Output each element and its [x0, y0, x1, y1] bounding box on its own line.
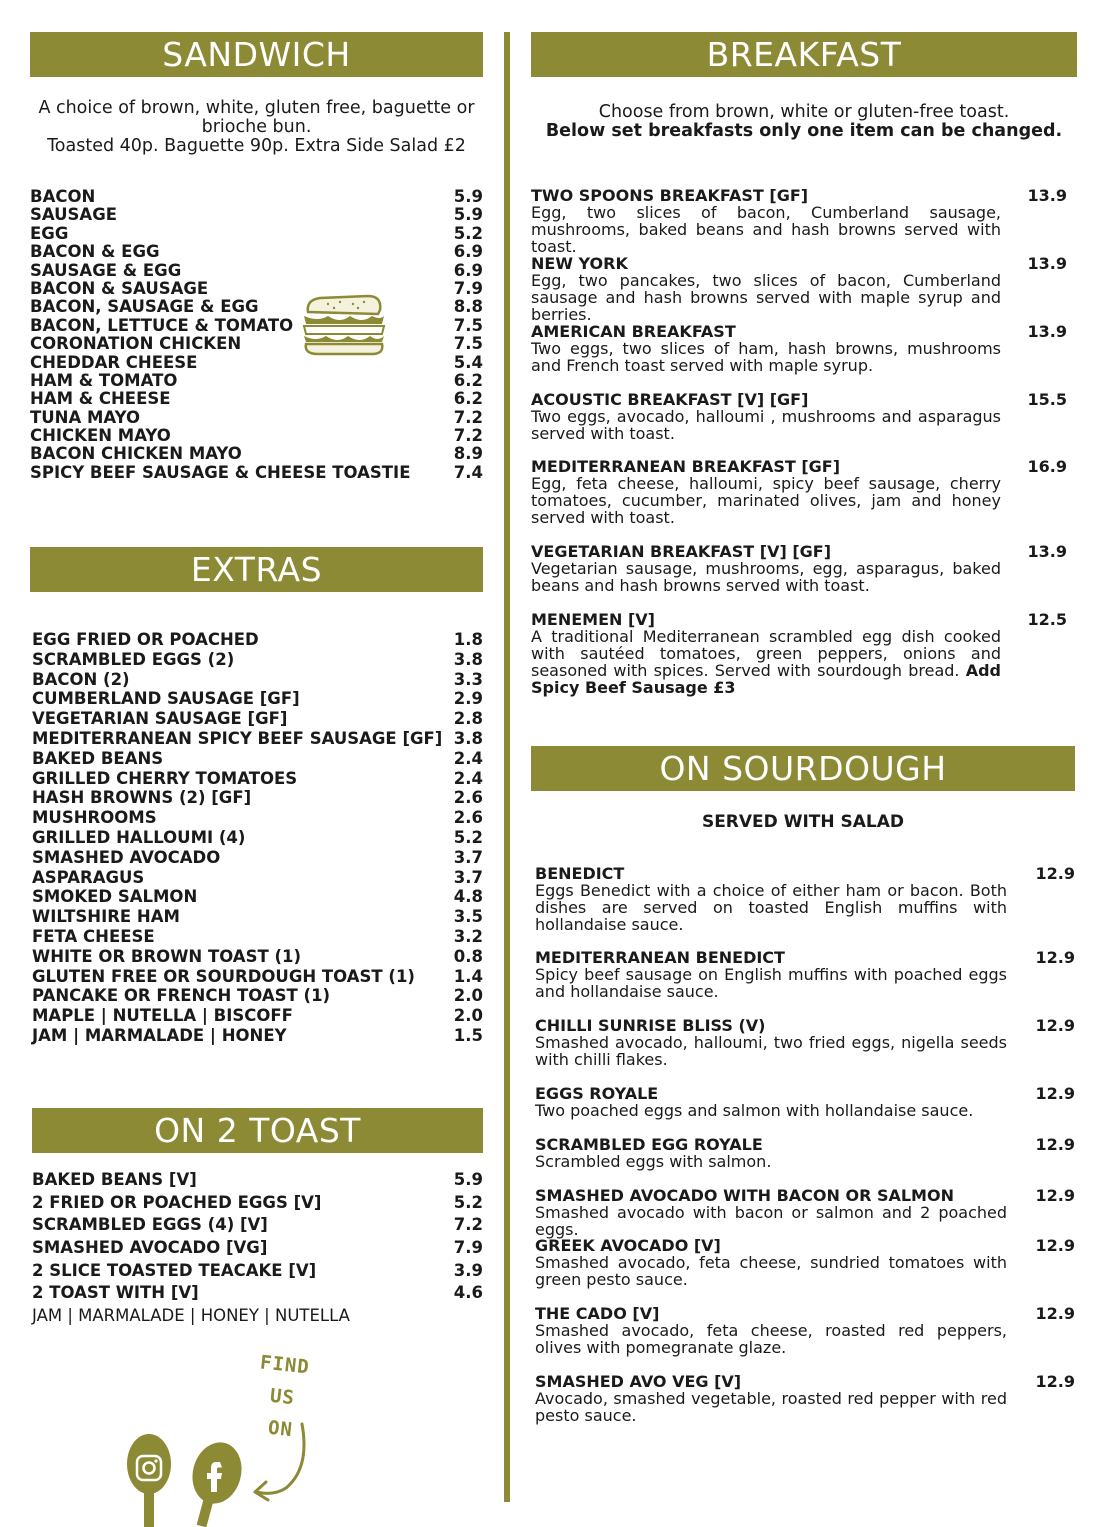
extras-item-name: SMOKED SALMON — [32, 887, 198, 907]
sandwich-item-price: 7.2 — [453, 407, 483, 427]
extras-item-row — [32, 1006, 483, 1026]
breakfast-banner — [531, 32, 1077, 77]
sourdough-item-description-text: Smashed avocado, halloumi, two fried eggs, nigella seeds with chilli flakes. — [535, 1033, 1007, 1069]
sourdough-item-description-text: Scrambled eggs with salmon. — [535, 1152, 772, 1171]
sandwich-item-name: CORONATION CHICKEN — [30, 334, 242, 354]
breakfast-intro-line: Choose from brown, white or gluten-free toast. — [598, 102, 1010, 122]
sourdough-item-name: MEDITERRANEAN BENEDICT — [535, 948, 785, 967]
breakfast-item-name: MEDITERRANEAN BREAKFAST [GF] — [531, 457, 841, 476]
sandwich-item-name: BACON CHICKEN MAYO — [30, 444, 242, 464]
breakfast-item-description-text: Vegetarian sausage, mushrooms, egg, asparagus, baked beans and hash browns served with toast. — [531, 559, 1001, 595]
sandwich-intro — [30, 99, 483, 156]
extras-item-name: GRILLED HALLOUMI (4) — [32, 827, 246, 847]
extras-item-row — [32, 689, 483, 709]
extras-item-row — [32, 967, 483, 987]
toast-item-name: 2 SLICE TOASTED TEACAKE [V] — [32, 1260, 317, 1280]
extras-item-row — [32, 887, 483, 907]
sourdough-item-description-text: Spicy beef sausage on English muffins with poached eggs and hollandaise sauce. — [535, 965, 1007, 1001]
extras-item-name: MEDITERRANEAN SPICY BEEF SAUSAGE [GF] — [32, 728, 443, 748]
toast-item-name: 2 FRIED OR POACHED EGGS [V] — [32, 1192, 322, 1212]
extras-item-row — [32, 630, 483, 650]
toast-item-name: SCRAMBLED EGGS (4) [V] — [32, 1215, 268, 1235]
sandwich-item-row — [30, 206, 483, 224]
extras-item-name: PANCAKE OR FRENCH TOAST (1) — [32, 986, 331, 1006]
sourdough-item — [535, 1237, 1075, 1288]
sourdough-item-description — [535, 1034, 1007, 1068]
sandwich-item-price: 5.2 — [453, 223, 483, 243]
extras-item-name: EGG FRIED OR POACHED — [32, 630, 259, 649]
extras-item-price: 2.4 — [453, 768, 483, 788]
sandwich-item-name: CHICKEN MAYO — [30, 426, 171, 446]
extras-item-row — [32, 650, 483, 670]
sandwich-item-row — [30, 335, 483, 353]
sandwich-item-name: BACON & EGG — [30, 242, 160, 262]
sandwich-item-name: BACON, SAUSAGE & EGG — [30, 297, 259, 317]
sandwich-item-row — [30, 354, 483, 372]
toast-item-name: 2 TOAST WITH [V] — [32, 1283, 199, 1303]
sourdough-item — [535, 865, 1075, 933]
sandwich-item-name: EGG — [30, 223, 69, 243]
sourdough-item-price: 12.9 — [1035, 1186, 1075, 1205]
sandwich-intro-line: A choice of brown, white, gluten free, baguette or — [38, 98, 475, 118]
extras-item-price: 0.8 — [453, 946, 483, 966]
sourdough-item-description — [535, 1322, 1007, 1356]
toast-item-name: BAKED BEANS [V] — [32, 1170, 197, 1189]
breakfast-item — [531, 391, 1067, 442]
sourdough-item-description — [535, 1153, 1007, 1170]
extras-item-row — [32, 848, 483, 868]
breakfast-item-name: NEW YORK — [531, 254, 628, 273]
sandwich-intro-line: brioche bun. — [201, 117, 312, 137]
sandwich-item-row — [30, 262, 483, 280]
sandwich-item-price: 6.9 — [453, 260, 483, 280]
breakfast-intro-bold: Below set breakfasts only one item can be changed. — [545, 121, 1063, 141]
breakfast-item-description — [531, 272, 1001, 323]
social-arrow — [246, 1418, 316, 1508]
sourdough-item-name: SMASHED AVOCADO WITH BACON OR SALMON — [535, 1186, 954, 1205]
sourdough-item — [535, 1136, 1075, 1170]
toast-item-row — [32, 1169, 483, 1192]
sourdough-item-description — [535, 1204, 1007, 1238]
toast-item-price: 3.9 — [453, 1260, 483, 1280]
breakfast-item-price: 12.5 — [1027, 610, 1067, 629]
extras-item-name: BACON (2) — [32, 669, 130, 689]
breakfast-item-description-text: Two eggs, avocado, halloumi , mushrooms and asparagus served with toast. — [531, 407, 1001, 443]
extras-item-row — [32, 709, 483, 729]
facebook-icon[interactable] — [190, 1440, 244, 1527]
breakfast-item-description-text: Egg, two pancakes, two slices of bacon, Cumberland sausage and hash browns served with maple syrup and berries. — [531, 271, 1001, 324]
toast-item-row — [32, 1214, 483, 1237]
extras-item-name: VEGETARIAN SAUSAGE [GF] — [32, 709, 288, 729]
extras-title: EXTRAS — [190, 550, 323, 589]
sandwich-item-price: 5.4 — [453, 352, 483, 372]
sourdough-item-description — [535, 1102, 1007, 1119]
breakfast-item — [531, 543, 1067, 594]
extras-list — [32, 630, 483, 1046]
sourdough-item-price: 12.9 — [1035, 1135, 1075, 1154]
extras-item-row — [32, 670, 483, 690]
sandwich-item-name: HAM & CHEESE — [30, 389, 171, 409]
sandwich-item-name: SPICY BEEF SAUSAGE & CHEESE TOASTIE — [30, 462, 411, 482]
extras-item-row — [32, 907, 483, 927]
extras-item-name: JAM | MARMALADE | HONEY — [32, 1025, 287, 1045]
sandwich-item-row — [30, 390, 483, 408]
sourdough-item-name: GREEK AVOCADO [V] — [535, 1236, 721, 1255]
on-toast-banner — [32, 1108, 483, 1153]
extras-item-name: HASH BROWNS (2) [GF] — [32, 788, 252, 808]
sandwich-item-row — [30, 464, 483, 482]
us-text: US — [268, 1384, 296, 1410]
sourdough-item-price: 12.9 — [1035, 948, 1075, 967]
extras-item-row — [32, 729, 483, 749]
sandwich-item-price: 6.2 — [453, 389, 483, 409]
sourdough-banner — [531, 746, 1075, 791]
extras-item-row — [32, 828, 483, 848]
sandwich-banner — [30, 32, 483, 77]
sandwich-intro-line: Toasted 40p. Baguette 90p. Extra Side Salad £2 — [47, 136, 466, 156]
extras-item-price: 2.0 — [453, 1006, 483, 1026]
sourdough-item-name: SMASHED AVO VEG [V] — [535, 1372, 742, 1391]
toast-item-row — [32, 1237, 483, 1260]
extras-item-name: WILTSHIRE HAM — [32, 907, 180, 927]
breakfast-item-name: AMERICAN BREAKFAST — [531, 322, 736, 341]
extras-item-row — [32, 769, 483, 789]
breakfast-item-description-text: Egg, feta cheese, halloumi, spicy beef sausage, cherry tomatoes, cucumber, marinated olives, jam and honey served with toast. — [531, 474, 1001, 527]
extras-item-row — [32, 986, 483, 1006]
extras-item-name: SMASHED AVOCADO — [32, 847, 221, 867]
breakfast-item-price: 16.9 — [1027, 457, 1067, 476]
find-text: FIND — [258, 1351, 311, 1379]
on-toast-footer: JAM | MARMALADE | HONEY | NUTELLA — [32, 1306, 350, 1325]
breakfast-item-description — [531, 475, 1001, 526]
toast-item-name: SMASHED AVOCADO [VG] — [32, 1238, 268, 1258]
extras-item-price: 2.4 — [453, 748, 483, 768]
sandwich-item-row — [30, 243, 483, 261]
sourdough-item-price: 12.9 — [1035, 1084, 1075, 1103]
sandwich-item-name: SAUSAGE — [30, 205, 118, 225]
sourdough-item — [535, 1305, 1075, 1356]
extras-item-price: 4.8 — [453, 887, 483, 907]
extras-item-row — [32, 927, 483, 947]
extras-item-price: 3.3 — [453, 669, 483, 689]
extras-item-name: MUSHROOMS — [32, 808, 157, 828]
extras-item-price: 1.4 — [453, 966, 483, 986]
extras-item-name: MAPLE | NUTELLA | BISCOFF — [32, 1006, 293, 1026]
toast-item-price: 4.6 — [453, 1283, 483, 1303]
sourdough-item-name: THE CADO [V] — [535, 1304, 660, 1323]
breakfast-item — [531, 255, 1067, 323]
sourdough-item — [535, 949, 1075, 1000]
extras-item-row — [32, 788, 483, 808]
breakfast-item-price: 15.5 — [1027, 390, 1067, 409]
sandwich-item-price: 5.9 — [453, 187, 483, 206]
breakfast-item-price: 13.9 — [1027, 254, 1067, 273]
extras-item-price: 5.2 — [453, 827, 483, 847]
sourdough-item-description-text: Eggs Benedict with a choice of either ham or bacon. Both dishes are served on toasted English muffins with hollandaise sauce. — [535, 881, 1007, 934]
extras-item-name: BAKED BEANS — [32, 748, 164, 768]
extras-item-price: 3.7 — [453, 847, 483, 867]
breakfast-item-price: 13.9 — [1027, 322, 1067, 341]
toast-item-price: 5.9 — [453, 1170, 483, 1189]
sourdough-item-price: 12.9 — [1035, 1236, 1075, 1255]
extras-item-name: WHITE OR BROWN TOAST (1) — [32, 946, 302, 966]
breakfast-item-name: ACOUSTIC BREAKFAST [V] [GF] — [531, 390, 809, 409]
toast-item-price: 7.9 — [453, 1238, 483, 1258]
extras-item-price: 2.6 — [453, 808, 483, 828]
breakfast-item — [531, 458, 1067, 526]
sourdough-item — [535, 1187, 1075, 1238]
breakfast-item-description-text: A traditional Mediterranean scrambled egg dish cooked with sautéed tomatoes, green peppers, onions and seasoned with spices. Served with sourdough bread. — [531, 627, 1001, 680]
sandwich-item-price: 6.2 — [453, 370, 483, 390]
sourdough-item-description-text: Avocado, smashed vegetable, roasted red pepper with red pesto sauce. — [535, 1389, 1007, 1425]
on-text: ON — [266, 1416, 294, 1442]
extras-item-name: GLUTEN FREE OR SOURDOUGH TOAST (1) — [32, 966, 415, 986]
sourdough-item-description-text: Smashed avocado, feta cheese, sundried tomatoes with green pesto sauce. — [535, 1253, 1007, 1289]
extras-item-price: 1.5 — [453, 1025, 483, 1045]
breakfast-item-description — [531, 560, 1001, 594]
extras-item-name: GRILLED CHERRY TOMATOES — [32, 768, 298, 788]
sourdough-item-description — [535, 882, 1007, 933]
extras-item-row — [32, 868, 483, 888]
sourdough-item-price: 12.9 — [1035, 1016, 1075, 1035]
sourdough-item-price: 12.9 — [1035, 1304, 1075, 1323]
breakfast-item-description-text: Two eggs, two slices of ham, hash browns, mushrooms and French toast served with maple syrup. — [531, 339, 1001, 375]
sandwich-item-name: CHEDDAR CHEESE — [30, 352, 198, 372]
sandwich-item-row — [30, 427, 483, 445]
sandwich-list — [30, 188, 483, 482]
sandwich-item-row — [30, 409, 483, 427]
sourdough-item-description-text: Smashed avocado, feta cheese, roasted red peppers, olives with pomegranate glaze. — [535, 1321, 1007, 1357]
extras-item-price: 3.8 — [453, 649, 483, 669]
sandwich-item-price: 8.8 — [453, 297, 483, 317]
breakfast-title: BREAKFAST — [706, 35, 902, 74]
extras-item-row — [32, 1026, 483, 1046]
toast-item-row — [32, 1260, 483, 1283]
extras-item-row — [32, 808, 483, 828]
extras-item-price: 2.0 — [453, 986, 483, 1006]
sandwich-item-price: 5.9 — [453, 205, 483, 225]
breakfast-item — [531, 323, 1067, 374]
extras-item-name: FETA CHEESE — [32, 926, 155, 946]
sourdough-item — [535, 1085, 1075, 1119]
sandwich-icon — [298, 292, 388, 358]
extras-item-price: 2.6 — [453, 788, 483, 808]
extras-item-row — [32, 947, 483, 967]
sourdough-item-name: BENEDICT — [535, 864, 625, 883]
sandwich-item-price: 7.5 — [453, 315, 483, 335]
sandwich-item-price: 7.2 — [453, 426, 483, 446]
on-toast-list — [32, 1169, 483, 1305]
sourdough-title: ON SOURDOUGH — [659, 749, 947, 788]
sandwich-item-name: BACON — [30, 187, 96, 206]
sandwich-item-name: HAM & TOMATO — [30, 370, 178, 390]
breakfast-item-description-bold: Add Spicy Beef Sausage £3 — [531, 661, 1001, 697]
breakfast-item-name: MENEMEN [V] — [531, 610, 655, 629]
extras-banner — [30, 547, 483, 592]
extras-item-price: 3.7 — [453, 867, 483, 887]
sourdough-item-description-text: Two poached eggs and salmon with hollandaise sauce. — [535, 1101, 974, 1120]
toast-item-price: 7.2 — [453, 1215, 483, 1235]
extras-item-row — [32, 749, 483, 769]
breakfast-item — [531, 611, 1067, 696]
extras-item-price: 3.2 — [453, 926, 483, 946]
sandwich-title: SANDWICH — [162, 35, 351, 74]
extras-item-price: 3.8 — [453, 728, 483, 748]
sandwich-item-price: 8.9 — [453, 444, 483, 464]
sandwich-item-price: 7.9 — [453, 278, 483, 298]
sandwich-item-price: 7.4 — [453, 462, 483, 482]
breakfast-item-price: 13.9 — [1027, 542, 1067, 561]
column-divider — [504, 32, 510, 1502]
toast-item-row — [32, 1282, 483, 1305]
sourdough-item-name: CHILLI SUNRISE BLISS (V) — [535, 1016, 766, 1035]
sandwich-item-name: SAUSAGE & EGG — [30, 260, 182, 280]
breakfast-item-name: VEGETARIAN BREAKFAST [V] [GF] — [531, 542, 832, 561]
sandwich-item-name: BACON, LETTUCE & TOMATO — [30, 315, 294, 335]
breakfast-item-description — [531, 628, 1001, 696]
sandwich-item-price: 7.5 — [453, 334, 483, 354]
extras-item-price: 1.8 — [453, 630, 483, 649]
sourdough-item — [535, 1017, 1075, 1068]
sourdough-item-price: 12.9 — [1035, 864, 1075, 883]
breakfast-item — [531, 187, 1067, 255]
breakfast-item-description — [531, 204, 1001, 255]
extras-item-name: CUMBERLAND SAUSAGE [GF] — [32, 689, 300, 709]
sourdough-subtitle: SERVED WITH SALAD — [701, 812, 905, 832]
instagram-icon[interactable] — [124, 1432, 174, 1527]
sourdough-item-description — [535, 1390, 1007, 1424]
sandwich-item-row — [30, 445, 483, 463]
sandwich-item-row — [30, 280, 483, 298]
sandwich-item-name: BACON & SAUSAGE — [30, 278, 209, 298]
sandwich-item-row — [30, 317, 483, 335]
on-toast-title: ON 2 TOAST — [154, 1111, 361, 1150]
extras-item-name: SCRAMBLED EGGS (2) — [32, 649, 235, 669]
breakfast-item-description-text: Egg, two slices of bacon, Cumberland sausage, mushrooms, baked beans and hash browns served with toast. — [531, 203, 1001, 256]
sourdough-item-description-text: Smashed avocado with bacon or salmon and 2 poached eggs. — [535, 1203, 1007, 1239]
sourdough-item-price: 12.9 — [1035, 1372, 1075, 1391]
toast-item-row — [32, 1192, 483, 1215]
breakfast-item-name: TWO SPOONS BREAKFAST [GF] — [531, 186, 809, 205]
sourdough-item-name: EGGS ROYALE — [535, 1084, 659, 1103]
breakfast-item-description — [531, 340, 1001, 374]
sourdough-item-description — [535, 966, 1007, 1000]
breakfast-intro — [531, 103, 1077, 141]
sandwich-item-row — [30, 225, 483, 243]
sourdough-item — [535, 1373, 1075, 1424]
toast-item-price: 5.2 — [453, 1192, 483, 1212]
extras-item-price: 2.8 — [453, 709, 483, 729]
sourdough-item-name: SCRAMBLED EGG ROYALE — [535, 1135, 763, 1154]
sandwich-item-row — [30, 298, 483, 316]
sourdough-item-description — [535, 1254, 1007, 1288]
extras-item-price: 3.5 — [453, 907, 483, 927]
extras-item-price: 2.9 — [453, 689, 483, 709]
breakfast-item-price: 13.9 — [1027, 186, 1067, 205]
sandwich-item-row — [30, 372, 483, 390]
extras-item-name: ASPARAGUS — [32, 867, 145, 887]
breakfast-item-description — [531, 408, 1001, 442]
sandwich-item-row — [30, 188, 483, 206]
sandwich-item-price: 6.9 — [453, 242, 483, 262]
sandwich-item-name: TUNA MAYO — [30, 407, 140, 427]
